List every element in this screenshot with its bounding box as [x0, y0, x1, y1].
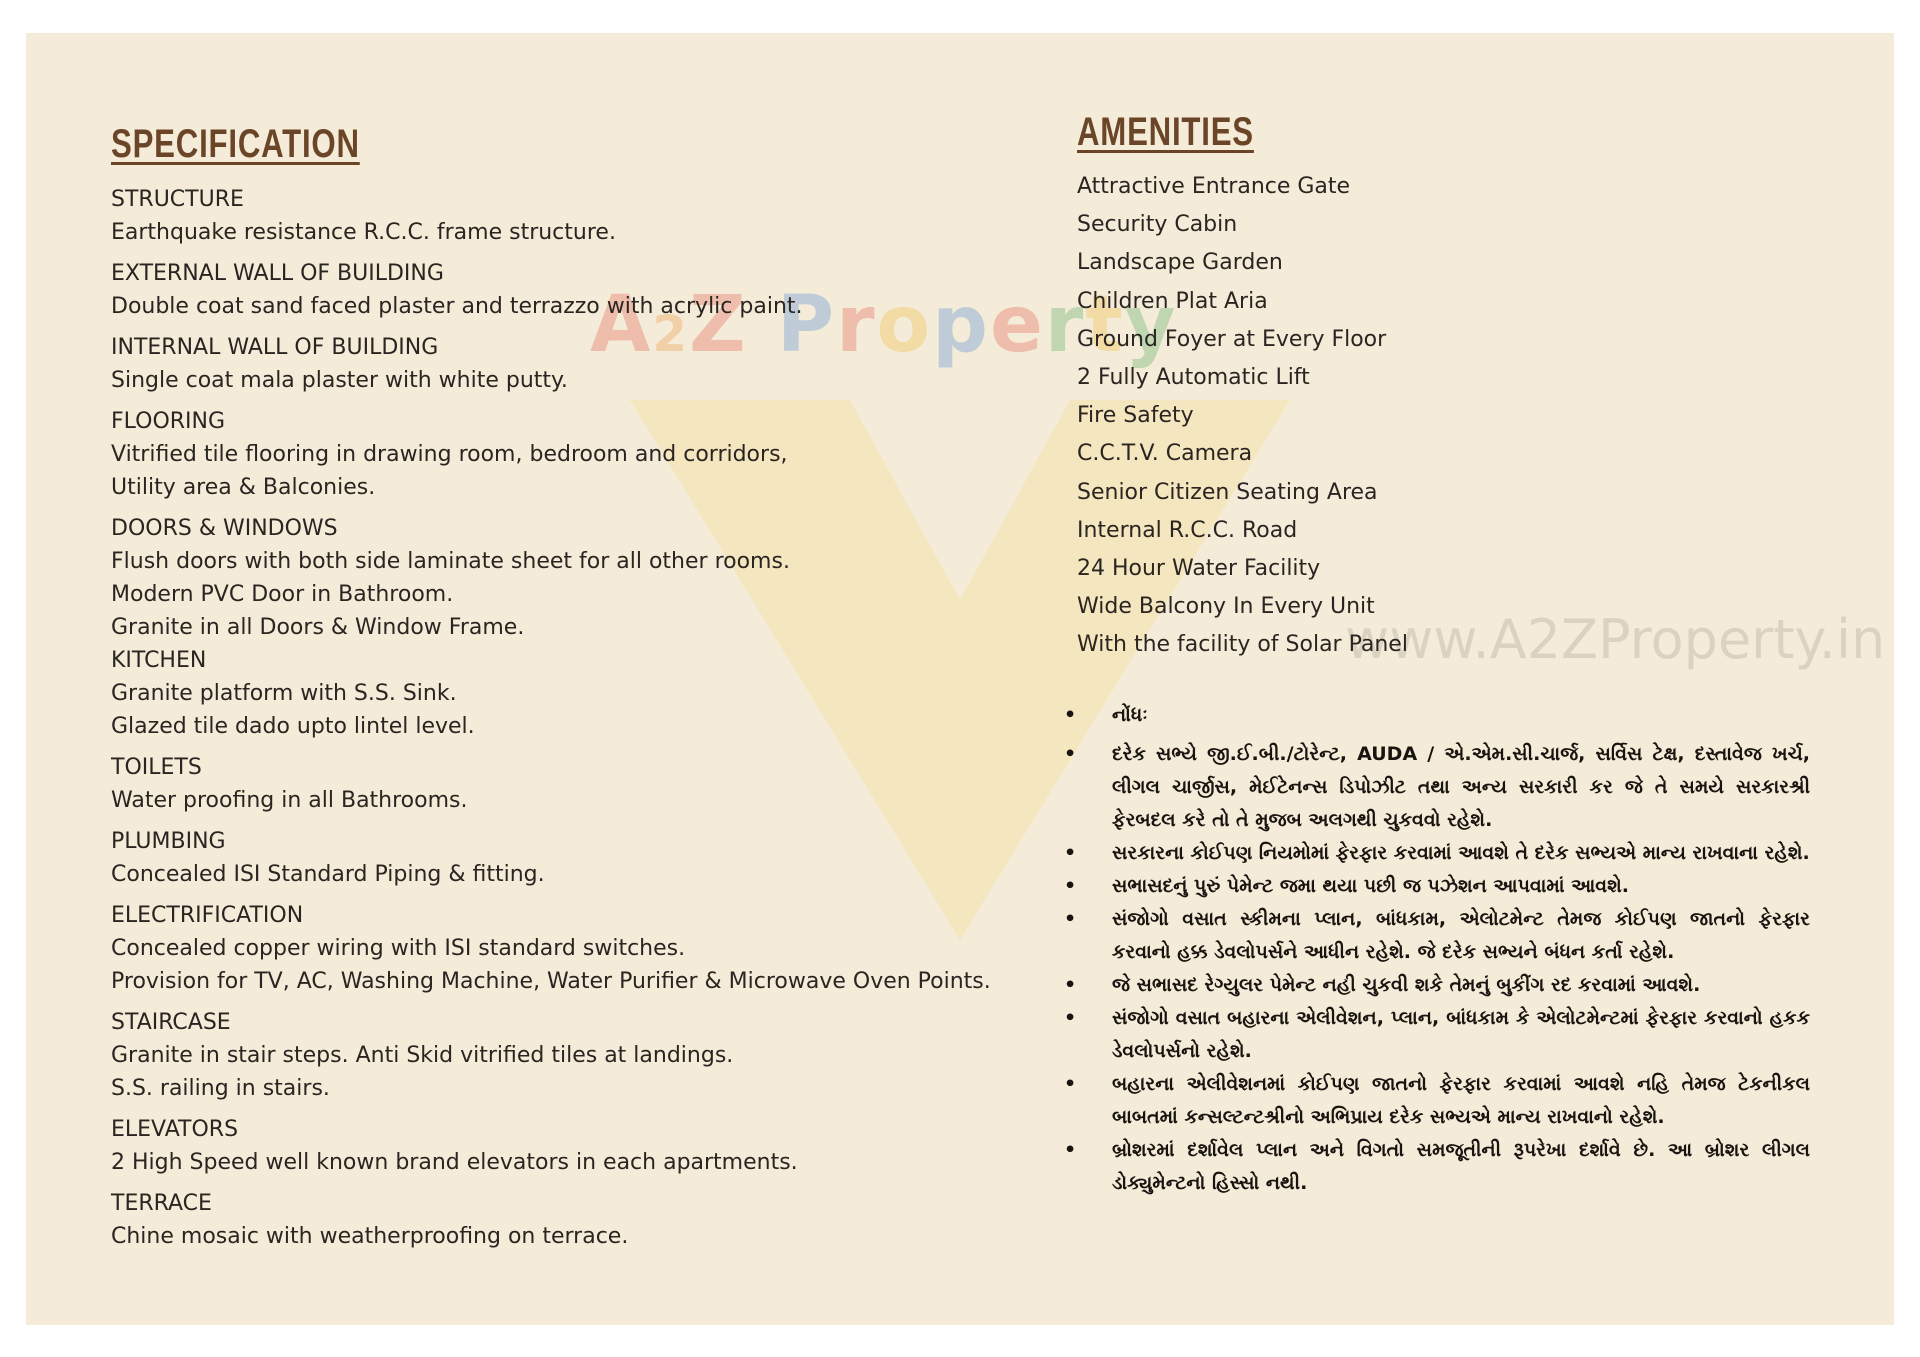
- spec-group: [111, 644, 1091, 743]
- spec-detail: Granite in stair steps. Anti Skid vitrified tiles at landings.: [111, 1043, 734, 1068]
- amenity-item: Internal R.C.C. Road: [1077, 517, 1298, 543]
- note-text: સંજોગો વસાત સ્કીમના પ્લાન, બાંધકામ, એલોટમેન્ટ તેમજ કોઈપણ જાતનો ફેરફાર કરવાનો હક્ક ડેવલોપર્સને આધીન રહેશે. જે દરેક સભ્યને બંધન કર્તા રહેશે.: [1112, 908, 1810, 963]
- spec-detail: Concealed ISI Standard Piping & fitting.: [111, 862, 545, 887]
- bullet-icon: •: [1064, 974, 1077, 996]
- spec-detail: Chine mosaic with weatherproofing on terrace.: [111, 1224, 629, 1249]
- note-text: સંજોગો વસાત બહારના એલીવેશન, પ્લાન, બાંધકામ કે એલોટમેન્ટમાં ફેરફાર કરવાનો હકક ડેવલોપર્સનો રહેશે.: [1112, 1007, 1810, 1062]
- notes-list: [1064, 699, 1810, 1200]
- spec-group: [111, 183, 1091, 249]
- spec-heading: STRUCTURE: [111, 187, 244, 212]
- specification-title: SPECIFICATION: [111, 122, 360, 166]
- spec-detail: Vitrified tile flooring in drawing room, bedroom and corridors,: [111, 442, 788, 467]
- amenity-item: 2 Fully Automatic Lift: [1077, 365, 1310, 391]
- spec-detail: Concealed copper wiring with ISI standard switches.: [111, 936, 686, 961]
- spec-group: [111, 751, 1091, 817]
- note-text: નોંધઃ: [1112, 704, 1148, 726]
- note-item: [1064, 837, 1810, 870]
- spec-group: [111, 512, 1091, 644]
- note-item: [1064, 903, 1810, 969]
- amenity-item: Ground Foyer at Every Floor: [1077, 326, 1387, 352]
- spec-detail: Granite platform with S.S. Sink.: [111, 681, 457, 706]
- spec-heading: PLUMBING: [111, 829, 226, 854]
- note-text: બ્રોશરમાં દર્શાવેલ પ્લાન અને વિગતો સમજૂતીની રૂપરેખા દર્શાવે છે. આ બ્રોશર લીગલ ડોક્યુમેન્ટનો હિસ્સો નથી.: [1112, 1139, 1810, 1194]
- spec-heading: DOORS & WINDOWS: [111, 516, 338, 541]
- spec-detail: Single coat mala plaster with white putty.: [111, 368, 568, 393]
- amenity-item: Children Plat Aria: [1077, 288, 1268, 314]
- amenity-item: Senior Citizen Seating Area: [1077, 479, 1378, 505]
- spec-detail: Water proofing in all Bathrooms.: [111, 788, 468, 813]
- spec-detail: S.S. railing in stairs.: [111, 1076, 330, 1101]
- bullet-icon: •: [1064, 1007, 1077, 1029]
- note-text: સરકારના કોઈપણ નિયમોમાં ફેરફાર કરવામાં આવશે તે દરેક સભ્યએ માન્ય રાખવાના રહેશે.: [1112, 842, 1810, 864]
- spec-heading: INTERNAL WALL OF BUILDING: [111, 335, 439, 360]
- amenity-item: C.C.T.V. Camera: [1077, 441, 1253, 467]
- watermark-url: www.A2ZProperty.in: [1345, 608, 1886, 671]
- watermark-logo: A2Z Property: [590, 280, 1178, 370]
- spec-heading: TERRACE: [111, 1191, 212, 1216]
- amenities-list: [1077, 168, 1408, 665]
- spec-group: [111, 1006, 1091, 1105]
- spec-heading: ELEVATORS: [111, 1117, 239, 1142]
- bullet-icon: •: [1064, 842, 1077, 864]
- spec-heading: EXTERNAL WALL OF BUILDING: [111, 261, 444, 286]
- spec-detail: Earthquake resistance R.C.C. frame structure.: [111, 220, 616, 245]
- spec-group: [111, 257, 1091, 323]
- note-item: [1064, 969, 1810, 1002]
- spec-group: [111, 1113, 1091, 1179]
- bullet-icon: •: [1064, 704, 1077, 726]
- spec-heading: FLOORING: [111, 409, 226, 434]
- spec-group: [111, 331, 1091, 397]
- bullet-icon: •: [1064, 743, 1077, 765]
- spec-group: [111, 405, 1091, 504]
- amenity-item: Fire Safety: [1077, 403, 1194, 429]
- note-item: [1064, 870, 1810, 903]
- spec-detail: Double coat sand faced plaster and terrazzo with acrylic paint.: [111, 294, 803, 319]
- note-text: સભાસદનું પુરું પેમેન્ટ જમા થયા પછી જ પઝેશન આપવામાં આવશે.: [1112, 875, 1629, 897]
- bullet-icon: •: [1064, 875, 1077, 897]
- specification-list: [111, 183, 1091, 1261]
- spec-detail: Modern PVC Door in Bathroom.: [111, 582, 454, 607]
- spec-group: [111, 899, 1091, 998]
- amenity-item: With the facility of Solar Panel: [1077, 632, 1408, 658]
- spec-group: [111, 1187, 1091, 1253]
- spec-heading: ELECTRIFICATION: [111, 903, 304, 928]
- spec-heading: TOILETS: [111, 755, 202, 780]
- note-item: [1064, 738, 1810, 837]
- bullet-icon: •: [1064, 1073, 1077, 1095]
- amenity-item: Wide Balcony In Every Unit: [1077, 594, 1375, 620]
- bullet-icon: •: [1064, 908, 1077, 930]
- spec-group: [111, 825, 1091, 891]
- note-item: [1064, 1068, 1810, 1134]
- spec-detail: 2 High Speed well known brand elevators in each apartments.: [111, 1150, 798, 1175]
- amenity-item: 24 Hour Water Facility: [1077, 556, 1321, 582]
- spec-detail: Granite in all Doors & Window Frame.: [111, 615, 525, 640]
- spec-heading: KITCHEN: [111, 648, 207, 673]
- bullet-icon: •: [1064, 1139, 1077, 1161]
- note-item: [1064, 699, 1810, 732]
- amenity-item: Attractive Entrance Gate: [1077, 174, 1351, 199]
- note-item: [1064, 1134, 1810, 1200]
- note-text: જે સભાસદ રેગ્યુલર પેમેન્ટ નહી ચુકવી શકે તેમનું બુકીંગ રદ કરવામાં આવશે.: [1112, 974, 1701, 996]
- amenity-item: Landscape Garden: [1077, 250, 1283, 276]
- spec-detail: Flush doors with both side laminate sheet for all other rooms.: [111, 549, 790, 574]
- spec-detail: Glazed tile dado upto lintel level.: [111, 714, 475, 739]
- amenity-item: Security Cabin: [1077, 212, 1238, 238]
- spec-detail: Provision for TV, AC, Washing Machine, Water Purifier & Microwave Oven Points.: [111, 969, 991, 994]
- spec-heading: STAIRCASE: [111, 1010, 231, 1035]
- amenities-title: AMENITIES: [1077, 110, 1254, 154]
- spec-detail: Utility area & Balconies.: [111, 475, 376, 500]
- note-text: બહારના એલીવેશનમાં કોઈપણ જાતનો ફેરફાર કરવામાં આવશે નહિ તેમજ ટેકનીકલ બાબતમાં કન્સલ્ટન્ટશ્રીનો અભિપ્રાય દરેક સભ્યએ માન્ય રાખવાનો રહેશે.: [1112, 1073, 1810, 1128]
- note-item: [1064, 1002, 1810, 1068]
- note-text: દરેક સભ્યે જી.ઈ.બી./ટોરેન્ટ, AUDA / એ.એમ.સી.ચાર્જ, સર્વિસ ટેક્ષ, દસ્તાવેજ ખર્ચ, લીગલ ચાર્જીસ, મેઈટેનન્સ ડિપોઝીટ તથા અન્ય સરકારી કર જે તે સમયે સરકારશ્રી ફેરબદલ કરે તો તે મુજબ અલગથી ચુકવવો રહેશે.: [1112, 743, 1810, 831]
